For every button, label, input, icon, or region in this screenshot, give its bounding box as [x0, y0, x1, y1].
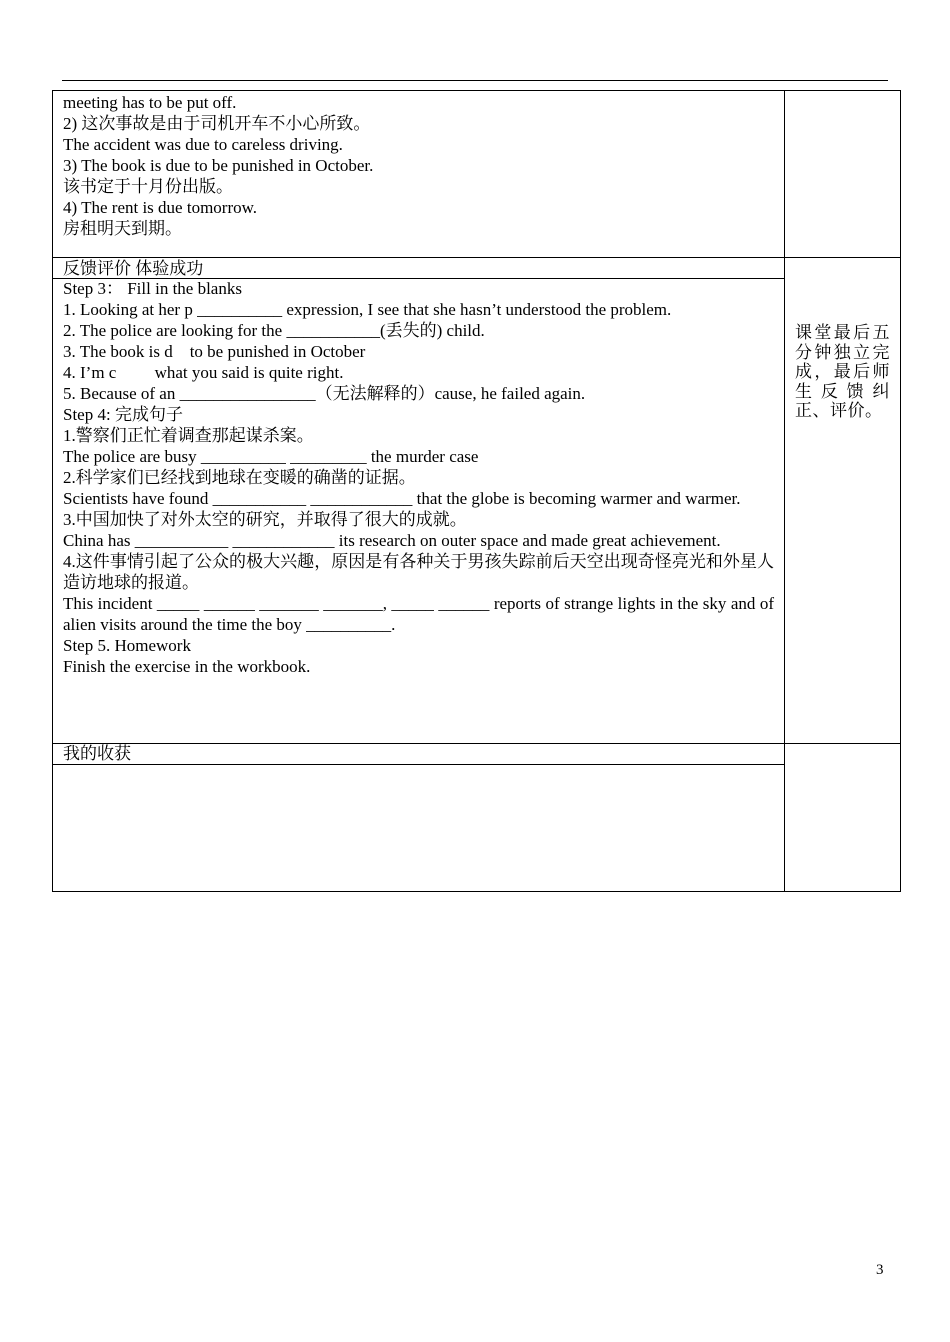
step3-item: 2. The police are looking for the ___________(丢失的) child.	[63, 321, 485, 340]
top-side-cell	[784, 90, 901, 257]
feedback-side-cell	[784, 257, 901, 743]
exercise-cell	[52, 278, 785, 743]
step5-title: Step 5. Homework	[63, 636, 191, 655]
step3-item: 5. Because of an ________________（无法解释的）cause, he failed again.	[63, 384, 586, 403]
step4-question-cn: 2.科学家们已经找到地球在变暖的确凿的证据。	[63, 468, 416, 487]
step4-question-cn: 3.中国加快了对外太空的研究，并取得了很大的成就。	[63, 510, 467, 529]
step3-title: Step 3： Fill in the blanks	[63, 279, 242, 298]
text-line: 4) The rent is due tomorrow.	[63, 198, 258, 217]
step3-item: 1. Looking at her p __________ expression, I see that she hasn’t understood the problem.	[63, 300, 672, 319]
step4-question-cn: 4.这件事情引起了公众的极大兴趣，原因是有各种关于男孩失踪前后天空出现奇怪亮光和外星人造访地球的报道。	[63, 552, 774, 592]
step4-question-en: This incident _____ ______ _______ _______, _____ ______ reports of strange lights in the sky and of alien visits around the time the boy __________.	[63, 594, 774, 634]
step4-question-en: The police are busy __________ _________ the murder case	[63, 447, 479, 466]
text-line: meeting has to be put off.	[63, 93, 237, 112]
harvest-heading: 我的收获	[63, 744, 131, 763]
step4-question-en: China has ___________ ____________ its research on outer space and made great achievement.	[63, 531, 721, 550]
page-number: 3	[876, 1262, 884, 1278]
feedback-heading-cell	[52, 257, 785, 278]
step3-item: 3. The book is d to be punished in October	[63, 342, 366, 361]
step4-question-en: Scientists have found ___________ ____________ that the globe is becoming warmer and warmer.	[63, 489, 741, 508]
feedback-heading: 反馈评价 体验成功	[63, 259, 204, 278]
text-line: 3) The book is due to be punished in October.	[63, 156, 374, 175]
exercise-content	[63, 278, 774, 677]
text-line: The accident was due to careless driving.	[63, 135, 343, 154]
harvest-side-cell	[784, 743, 901, 892]
harvest-content-cell	[52, 764, 785, 892]
step5-text: Finish the exercise in the workbook.	[63, 657, 311, 676]
step4-question-cn: 1.警察们正忙着调查那起谋杀案。	[63, 426, 314, 445]
side-note: 课堂最后五分钟独立完成，最后师生反馈纠正、评价。	[795, 323, 890, 420]
top-content-cell	[52, 90, 785, 257]
step3-item: 4. I’m c what you said is quite right.	[63, 363, 344, 382]
text-line: 该书定于十月份出版。	[63, 177, 233, 196]
harvest-heading-cell	[52, 743, 785, 764]
text-line: 2) 这次事故是由于司机开车不小心所致。	[63, 114, 371, 133]
top-lines	[63, 92, 774, 239]
step4-title: Step 4: 完成句子	[63, 405, 183, 424]
text-line: 房租明天到期。	[63, 219, 182, 238]
header-rule	[62, 80, 888, 81]
